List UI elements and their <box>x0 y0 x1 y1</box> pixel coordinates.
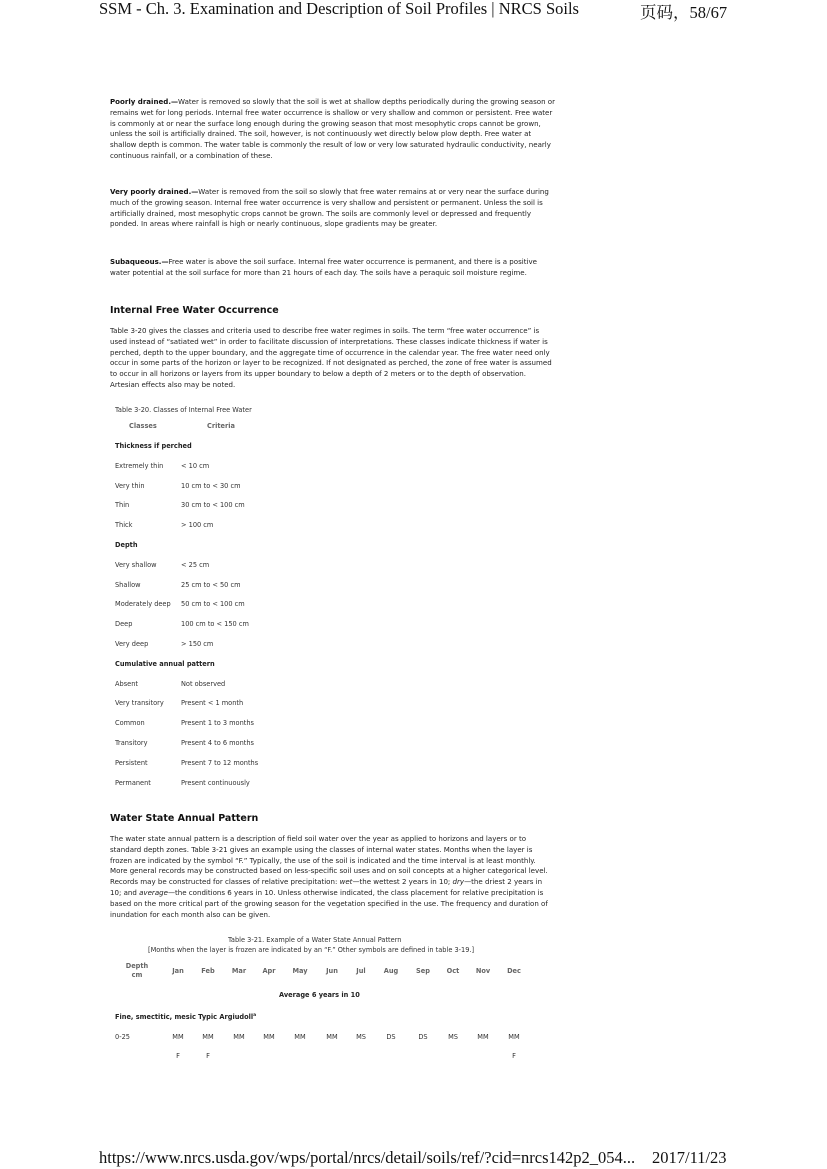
table-3-21-cell: MM <box>326 1033 338 1041</box>
water-state-body <box>110 834 555 920</box>
subaqueous-term: Subaqueous.— <box>110 257 169 266</box>
table-3-20-criteria: Present 1 to 3 months <box>181 719 254 728</box>
table-3-21-month-header: Apr <box>262 967 276 975</box>
table-3-20-criteria: < 10 cm <box>181 461 210 470</box>
table-3-21-cell: MM <box>263 1033 275 1041</box>
table-3-20-criteria: 50 cm to < 100 cm <box>181 600 245 609</box>
table-3-21-soil-name: Fine, smectitic, mesic Typic Argiudoll <box>115 1013 254 1022</box>
internal-free-water-heading: Internal Free Water Occurrence <box>110 305 279 316</box>
water-state-body-1: The water state annual pattern is a description of field soil water over the year as applied to horizons and layers or to standard depth zones. Table 3-21 gives an example using the classes of internal water states. Months when the layer is frozen are indicated by the symbol “F.” Typically, the use of the soil is indicated and the time interval is at least monthly. More general records may be constructed based on less-specific soil uses and on soil concepts at a higher categorical level. Records may be constructed for classes of relative precipitation: <box>110 834 548 887</box>
table-3-20-class: Extremely thin <box>115 461 164 470</box>
table-3-21-cell: MM <box>508 1033 520 1041</box>
table-3-20-class: Transitory <box>115 739 148 747</box>
table-3-21-month-header: May <box>292 967 308 975</box>
table-3-21-month-header: Sep <box>416 967 430 975</box>
table-3-21-month-header: Mar <box>231 967 247 975</box>
table-3-20-criteria: 10 cm to < 30 cm <box>181 481 241 490</box>
subaqueous-paragraph <box>110 257 555 279</box>
table-3-20-criteria: 30 cm to < 100 cm <box>181 501 245 510</box>
table-3-20-class: Shallow <box>115 580 141 589</box>
table-3-20-class: Deep <box>115 620 133 629</box>
table-3-20-header-criteria: Criteria <box>207 422 235 430</box>
table-3-20-class: Very deep <box>115 640 149 648</box>
very-poorly-drained-term: Very poorly drained.— <box>110 187 199 196</box>
poorly-drained-term: Poorly drained.— <box>110 97 179 106</box>
table-3-21-cell: MS <box>356 1033 366 1041</box>
very-poorly-drained-paragraph <box>110 187 555 230</box>
subaqueous-text: Free water is above the soil surface. Internal free water occurrence is permanent, and there is a positive water potential at the soil surface for more than 21 hours of each day. The soils have a peraquic soil moisture regime. <box>110 257 537 277</box>
table-3-20-criteria: 25 cm to < 50 cm <box>181 580 241 589</box>
water-state-body-2: —the conditions 6 years in 10. Unless otherwise indicated, the class placement for relative precipitation is based on the more critical part of the growing season for the vegetation specified in the use. The frequency and duration of inundation for each month also can be given. <box>110 887 548 919</box>
table-3-20-criteria: Present 7 to 12 months <box>181 758 259 767</box>
table-3-20-class: Thick <box>115 521 133 530</box>
poorly-drained-paragraph <box>110 97 555 162</box>
dry-term: dry <box>452 877 465 887</box>
table-3-20-caption: Table 3-20. Classes of Internal Free Water <box>115 406 252 414</box>
table-3-21-cell: DS <box>418 1033 428 1041</box>
water-state-heading: Water State Annual Pattern <box>110 813 259 824</box>
table-3-20-class: Very shallow <box>115 560 157 569</box>
table-3-21-cell: MS <box>448 1033 458 1041</box>
table-3-20-criteria: < 25 cm <box>181 560 210 569</box>
table-3-21-cell: MM <box>294 1033 306 1041</box>
table-3-21-average-label: Average 6 years in 10 <box>279 991 360 999</box>
table-3-21-month-header: Jul <box>356 967 366 975</box>
print-header-title: SSM - Ch. 3. Examination and Description of Soil Profiles | NRCS Soils <box>99 0 579 18</box>
table-3-20-class: Persistent <box>115 758 148 767</box>
dry-definition: —the driest 2 years in 10; and <box>110 877 543 897</box>
table-3-21-month-header: Oct <box>446 967 460 975</box>
table-3-21-frozen-marker: F <box>206 1052 210 1060</box>
table-3-20-criteria: > 150 cm <box>181 640 214 648</box>
table-3-21-soil-label <box>115 1013 256 1021</box>
internal-free-water-body: Table 3-20 gives the classes and criteria used to describe free water regimes in soils. The term “free water occurrence” is used instead of “satiated wet” in order to facilitate discussion of interpretations. These classes indicate thickness if water is perched, depth to the upper boundary, and the aggregate time of occurrence in the calendar year. The free water need only occur in some parts of the horizon or layer to be recognized. If not designated as perched, the zone of free water is assumed to occur in all horizons or layers from its upper boundary to below a depth of 2 meters or to the depth of observation. Artesian effects also may be noted. <box>110 326 552 389</box>
table-3-21-cell: DS <box>386 1033 396 1041</box>
table-3-20-criteria: > 100 cm <box>181 521 214 530</box>
table-3-20-criteria: Present continuously <box>181 778 250 787</box>
table-3-20-section-title: Thickness if perched <box>115 442 192 450</box>
print-header <box>0 0 827 22</box>
table-3-21-soil-footnote: a <box>253 1013 257 1018</box>
wet-definition: —the wettest 2 years in 10; <box>352 877 453 887</box>
table-3-20-criteria: Not observed <box>181 679 226 688</box>
table-3-20-criteria: 100 cm to < 150 cm <box>181 620 249 629</box>
table-3-20-section-title: Cumulative annual pattern <box>115 659 215 668</box>
table-3-20-criteria: Present 4 to 6 months <box>181 739 254 747</box>
table-3-21-cell: MM <box>202 1033 214 1041</box>
table-3-21-depth-header: Depth <box>125 962 149 970</box>
print-footer-date: 2017/11/23 <box>652 1148 727 1167</box>
table-3-21-month-header: Jan <box>172 967 184 975</box>
table-3-20-class: Very transitory <box>115 699 164 708</box>
table-3-21-month-header: Nov <box>475 967 491 975</box>
table-3-20-class: Very thin <box>115 481 145 490</box>
very-poorly-drained-text: Water is removed from the soil so slowly that free water remains at or very near the surface during much of the growing season. Internal free water occurrence is very shallow and persistent or permanent. Unless the soil is artificially drained, most mesophytic crops cannot be grown. The soils are commonly level or depressed and frequently ponded. In areas where rainfall is high or nearly continuous, slope gradients may be greater. <box>110 187 549 229</box>
table-3-21-cell: MM <box>233 1033 245 1041</box>
table-3-21-cell: MM <box>172 1033 184 1041</box>
table-3-21-subcaption: [Months when the layer is frozen are indicated by an “F.” Other symbols are defined in table 3-19.] <box>148 946 475 954</box>
table-3-20-class: Thin <box>115 501 130 510</box>
poorly-drained-text: Water is removed so slowly that the soil is wet at shallow depths periodically during the growing season or remains wet for long periods. Internal free water occurrence is shallow or very shallow and common or persistent. Free water is commonly at or near the surface long enough during the growing season that most mesophytic crops cannot be grown, unless the soil is artificially drained. The soil, however, is not continuously wet directly below plow depth. Free water at shallow depth is common. The water table is commonly the result of low or very low saturated hydraulic conductivity, nearly continuous rainfall, or a combination of these. <box>110 97 556 160</box>
table-3-20-header-classes: Classes <box>129 422 157 430</box>
table-3-21-frozen-marker: F <box>176 1052 180 1060</box>
print-header-page: 页码，58/67 <box>640 3 728 22</box>
table-3-21-month-header: Jun <box>326 967 338 975</box>
average-term: average <box>139 887 168 897</box>
wet-term: wet <box>339 877 353 887</box>
table-3-21-month-header: Feb <box>201 967 215 975</box>
table-3-21-month-header: Dec <box>507 967 521 975</box>
table-3-20-class: Moderately deep <box>115 600 171 609</box>
print-footer <box>0 1148 827 1169</box>
table-3-20-class: Absent <box>115 679 138 688</box>
table-3-20-section-title: Depth <box>115 541 138 549</box>
table-3-21-frozen-marker: F <box>512 1052 516 1060</box>
print-footer-url: https://www.nrcs.usda.gov/wps/portal/nrcs/detail/soils/ref/?cid=nrcs142p2_054... <box>99 1148 636 1167</box>
table-3-21-month-header: Aug <box>383 967 399 975</box>
table-3-20-class: Permanent <box>115 778 151 787</box>
table-3-21-caption: Table 3-21. Example of a Water State Annual Pattern <box>228 936 402 944</box>
table-3-21-depth-unit: cm <box>131 971 143 979</box>
table-3-21-cell: MM <box>477 1033 489 1041</box>
table-3-21-row-depth: 0-25 <box>115 1033 130 1041</box>
table-3-20-criteria: Present < 1 month <box>181 699 244 708</box>
table-3-20-class: Common <box>115 719 145 728</box>
